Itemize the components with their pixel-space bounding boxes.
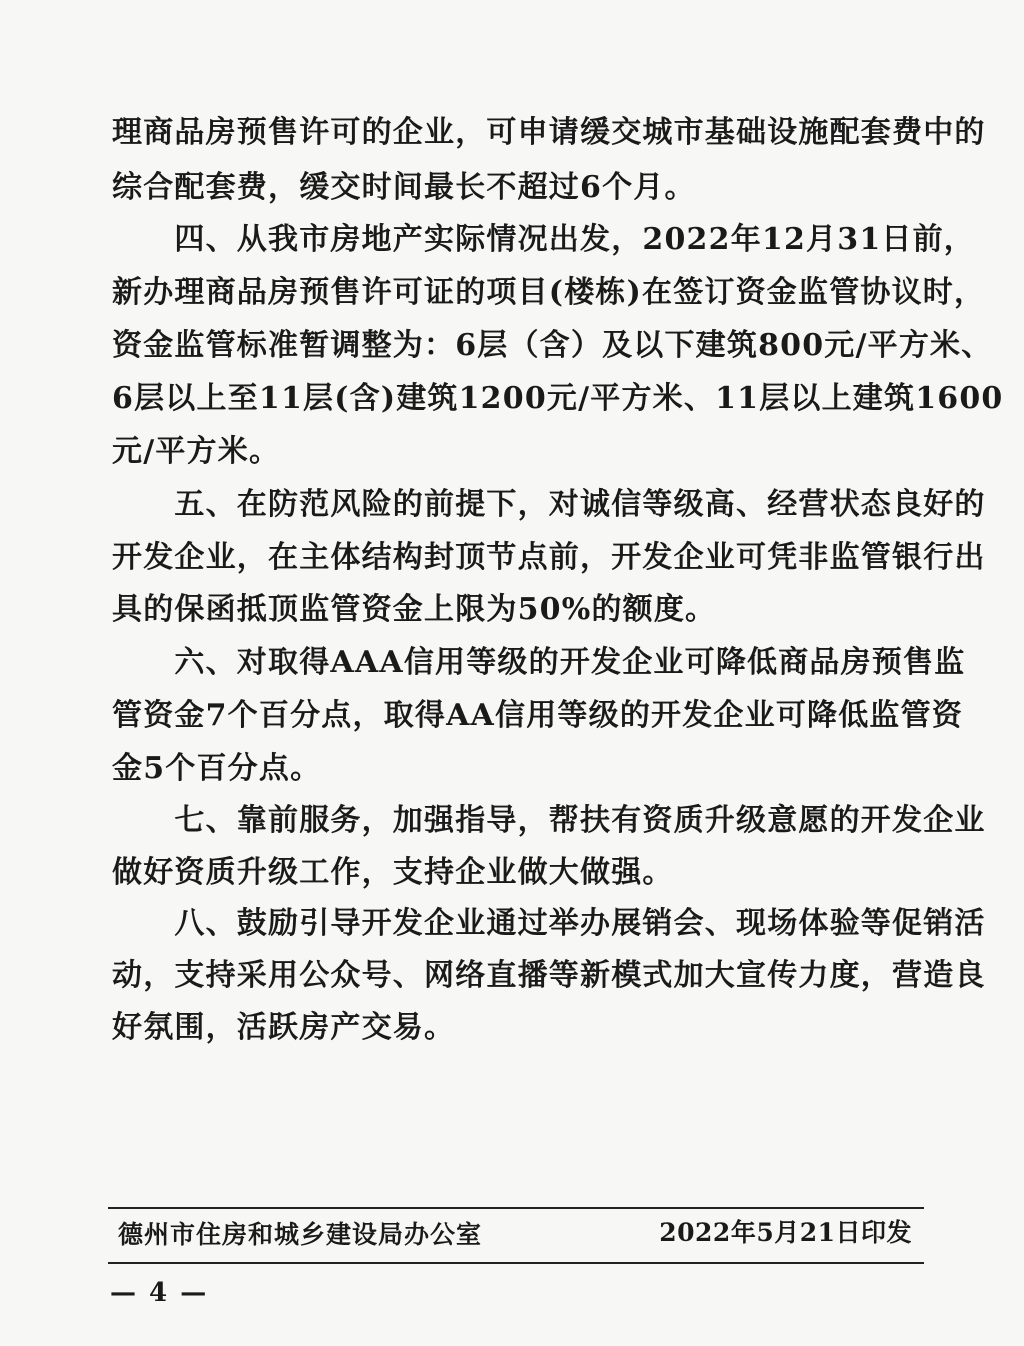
body-line-10: 具的保函抵顶监管资金上限为50%的额度。 [112, 592, 717, 627]
body-line-18: 好氛围，活跃房产交易。 [112, 1010, 456, 1045]
body-line-9: 开发企业，在主体结构封顶节点前，开发企业可凭非监管银行出 [112, 540, 986, 575]
body-line-16: 八、鼓励引导开发企业通过举办展销会、现场体验等促销活 [112, 906, 986, 941]
body-line-11: 六、对取得AAA信用等级的开发企业可降低商品房预售监 [112, 645, 966, 680]
body-line-6: 6层以上至11层(含)建筑1200元/平方米、11层以上建筑1600 [112, 381, 1004, 416]
body-line-15: 做好资质升级工作，支持企业做大做强。 [112, 855, 674, 890]
body-line-17: 动，支持采用公众号、网络直播等新模式加大宣传力度，营造良 [112, 958, 986, 993]
footer-issue-date: 2022年5月21日印发 [659, 1218, 912, 1247]
body-line-12: 管资金7个百分点，取得AA信用等级的开发企业可降低监管资 [112, 698, 964, 733]
body-line-13: 金5个百分点。 [112, 751, 322, 786]
footer-issuer: 德州市住房和城乡建设局办公室 [118, 1220, 483, 1249]
body-line-8: 五、在防范风险的前提下，对诚信等级高、经营状态良好的 [112, 487, 986, 522]
footer-bottom-rule [108, 1262, 924, 1264]
body-line-7: 元/平方米。 [112, 434, 281, 469]
body-line-3: 四、从我市房地产实际情况出发，2022年12月31日前， [112, 222, 975, 257]
body-line-4: 新办理商品房预售许可证的项目(楼栋)在签订资金监管协议时， [112, 275, 986, 310]
body-line-1: 理商品房预售许可的企业，可申请缓交城市基础设施配套费中的 [112, 115, 986, 150]
page-number: — 4 — [110, 1278, 209, 1308]
body-line-2: 综合配套费，缓交时间最长不超过6个月。 [112, 170, 696, 205]
body-line-14: 七、靠前服务，加强指导，帮扶有资质升级意愿的开发企业 [112, 803, 986, 838]
body-line-5: 资金监管标准暂调整为：6层（含）及以下建筑800元/平方米、 [112, 328, 993, 363]
footer-top-rule [108, 1207, 924, 1209]
